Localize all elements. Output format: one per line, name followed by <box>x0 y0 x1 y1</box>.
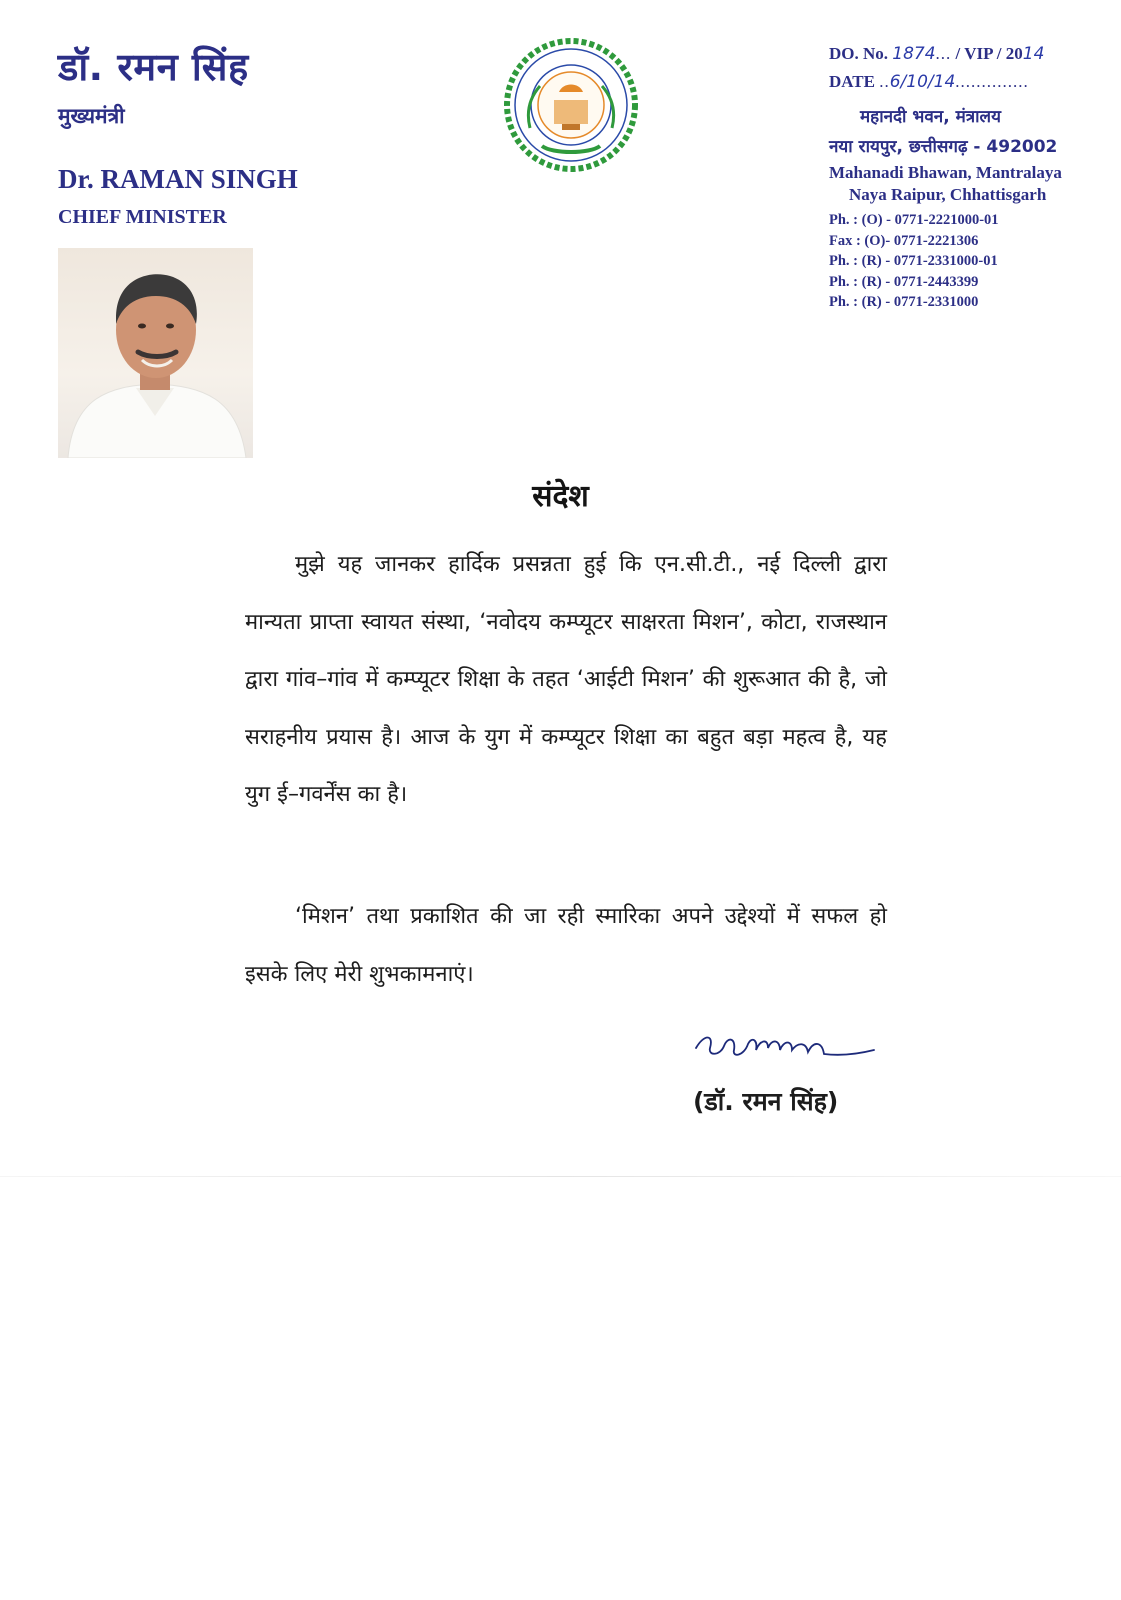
phone-residence-2: Ph. : (R) - 0771-2443399 <box>829 273 979 290</box>
do-number-line: DO. No. 1874... / VIP / 2014 <box>829 44 1045 64</box>
state-emblem <box>502 36 640 174</box>
letterhead-name-english: Dr. RAMAN SINGH <box>58 164 298 194</box>
address-hindi-2: नया रायपुर, छत्तीसगढ़ - 492002 <box>829 137 1058 157</box>
date-line: DATE ..6/10/14.............. <box>829 72 1029 92</box>
letterhead-title-hindi: मुख्यमंत्री <box>58 104 125 128</box>
do-year: 14 <box>1022 44 1045 64</box>
emblem-icon <box>502 36 640 174</box>
date-value: 6/10/14 <box>889 72 956 92</box>
phone-residence-1: Ph. : (R) - 0771-2331000-01 <box>829 253 998 269</box>
address-english-2: Naya Raipur, Chhattisgarh <box>849 185 1047 204</box>
fax-office: Fax : (O)- 0771-2221306 <box>829 232 979 249</box>
handwritten-signature <box>690 1026 880 1070</box>
date-label: DATE <box>829 72 875 91</box>
letterhead-name-hindi: डॉ. रमन सिंह <box>58 45 249 89</box>
address-hindi-1: महानदी भवन, मंत्रालय <box>860 107 1001 127</box>
message-heading: संदेश <box>532 479 589 514</box>
do-label: DO. No. <box>829 44 889 63</box>
portrait-photo <box>58 248 253 458</box>
message-paragraph-2: ‘मिशन’ तथा प्रकाशित की जा रही स्मारिका अपने उद्देश्यों में सफल हो इसके लिए मेरी शुभकामनाएं। <box>245 904 887 987</box>
phone-office: Ph. : (O) - 0771-2221000-01 <box>829 212 999 228</box>
message-paragraph-1: मुझे यह जानकर हार्दिक प्रसन्नता हुई कि एन.सी.टी., नई दिल्ली द्वारा मान्यता प्राप्ता स्वायत संस्था, ‘नवोदय कम्प्यूटर साक्षरता मिशन’, कोटा, राजस्थान द्वारा गांव–गांव में कम्प्यूटर शिक्षा के तहत ‘आईटी मिशन’ की शुरूआत की है, जो सराहनीय प्रयास है। आज के युग में कम्प्यूटर शिक्षा का बहुत बड़ा महत्व है, यह युग ई–गवर्नेंस का है। <box>245 552 887 807</box>
portrait-illustration <box>58 248 253 458</box>
address-english-1: Mahanadi Bhawan, Mantralaya <box>829 163 1062 182</box>
phone-residence-3: Ph. : (R) - 0771-2331000 <box>829 294 979 310</box>
letterhead-title-english: CHIEF MINISTER <box>58 206 227 228</box>
signature-icon <box>690 1026 880 1070</box>
do-suffix: / VIP / 20 <box>955 44 1023 63</box>
fold-line <box>0 1176 1121 1177</box>
signatory-name: (डॉ. रमन सिंह) <box>693 1087 839 1116</box>
do-number: 1874 <box>892 44 936 64</box>
phone-list <box>829 210 999 313</box>
